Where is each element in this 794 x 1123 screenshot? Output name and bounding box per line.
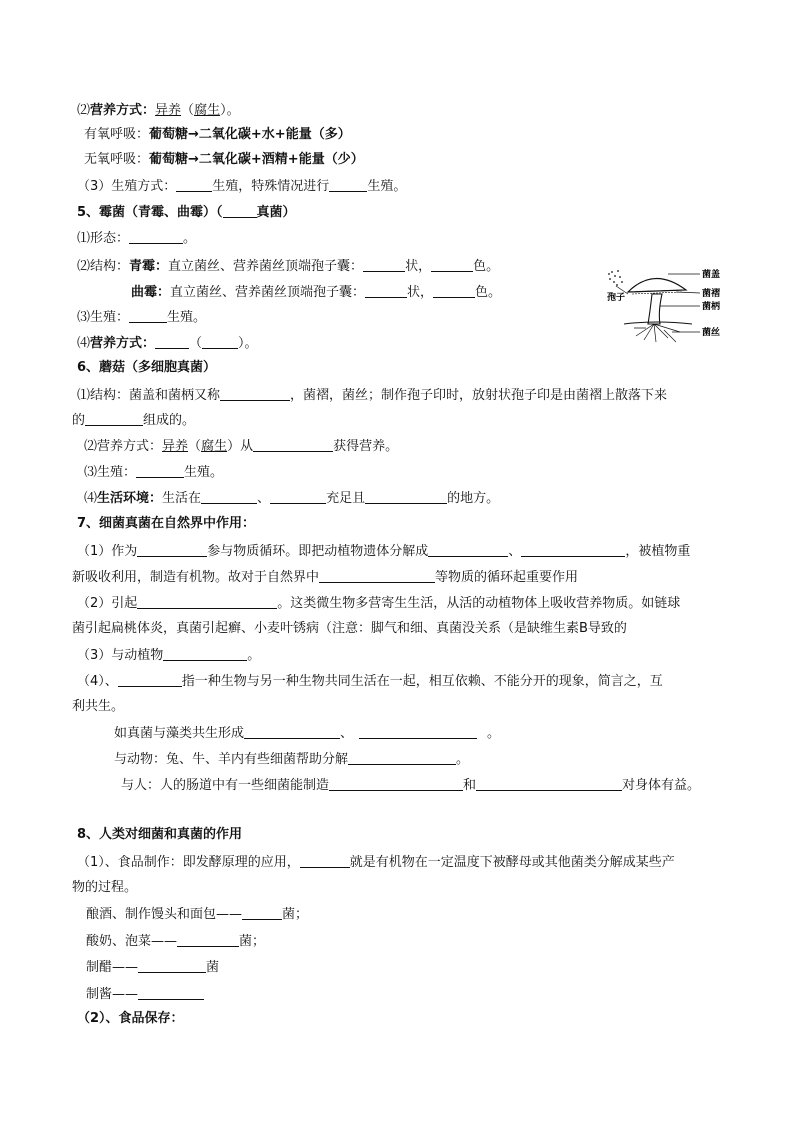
s8-line-7: （2）、食品保存： xyxy=(77,1011,184,1026)
reproduction-line: （3）生殖方式： 生殖，特殊情况进行 生殖。 xyxy=(77,179,407,194)
blank[interactable] xyxy=(176,177,212,192)
s8-line-5: 制醋—— 菌 xyxy=(86,960,220,975)
blank[interactable] xyxy=(319,568,435,583)
s7-line-2: 新吸收利用，制造有机物。故对于自然界中 等物质的循环起重要作用 xyxy=(72,570,579,585)
blank[interactable] xyxy=(163,646,247,661)
blank[interactable] xyxy=(253,437,333,452)
blank[interactable] xyxy=(521,542,625,557)
blank[interactable] xyxy=(177,932,239,947)
s7-line-1: （1）作为 参与物质循环。即把动植物遗体分解成 、 ，被植物重 xyxy=(77,544,691,559)
blank[interactable] xyxy=(85,411,143,426)
blank[interactable] xyxy=(433,283,475,298)
aerobic-label: 有氧呼吸： xyxy=(84,127,150,142)
nutrition-label: 营养方式： xyxy=(90,103,156,118)
blank[interactable] xyxy=(136,463,184,478)
s7-line-5: （3）与动植物 。 xyxy=(77,648,261,663)
blank[interactable] xyxy=(363,257,405,272)
s7-line-9: 与动物：兔、牛、羊内有些细菌帮助分解 。 xyxy=(114,752,470,767)
aspergillus-line: 曲霉：直立菌丝、营养菌丝顶端孢子囊： 状， 色。 xyxy=(131,285,502,300)
mold-structure-line: ⑵结构：青霉：直立菌丝、营养菌丝顶端孢子囊： 状， 色。 xyxy=(77,259,500,274)
nutrition-line: ⑵营养方式：异养（腐生）。 xyxy=(77,103,240,118)
s7-line-3: （2）引起 。这类微生物多营寄生生活，从活的动植物体上吸收营养物质。如链球 xyxy=(77,596,681,611)
spores-dots xyxy=(608,270,623,286)
blank[interactable] xyxy=(476,776,622,791)
aerobic-formula: 葡萄糖→二氧化碳+水+能量（多） xyxy=(149,127,351,142)
blank[interactable] xyxy=(365,489,447,504)
blank[interactable] xyxy=(365,283,407,298)
blank[interactable] xyxy=(202,334,238,349)
blank[interactable] xyxy=(244,724,340,739)
blank[interactable] xyxy=(138,958,206,973)
blank[interactable] xyxy=(129,229,183,244)
label-cap: 菌盖 xyxy=(702,270,721,280)
blank[interactable] xyxy=(223,203,257,218)
blank[interactable] xyxy=(329,177,367,192)
mold-reproduction-line: ⑶生殖： 生殖。 xyxy=(77,310,207,325)
s8-line-6: 制酱—— xyxy=(86,985,204,1004)
mushroom-diagram xyxy=(606,262,726,346)
s7-line-6: （4）、 指一种生物与另一种生物共同生活在一起，相互依赖、不能分开的现象，简言之，互 xyxy=(77,674,663,689)
mushroom-nutrition-line: ⑵营养方式：异养（腐生）从 获得营养。 xyxy=(84,439,399,454)
label-hyphae: 菌丝 xyxy=(702,328,721,338)
section-6-title: 6、蘑菇（多细胞真菌） xyxy=(77,360,217,375)
penicillium-label: 青霉： xyxy=(129,259,169,274)
s8-line-1: （1）、食品制作：即发酵原理的应用， 就是有机物在一定温度下被酵母或其他菌类分解成某些产 xyxy=(77,855,675,870)
stalk-shape xyxy=(648,294,662,324)
mushroom-structure-line: ⑴结构：菌盖和菌柄又称 ，菌褶，菌丝；制作孢子印时，放射状孢子印是由菌褶上散落下来 xyxy=(77,388,668,403)
nutrition-value: 异养 xyxy=(155,103,182,118)
blank[interactable] xyxy=(428,542,508,557)
blank[interactable] xyxy=(201,489,257,504)
blank[interactable] xyxy=(300,853,350,868)
blank[interactable] xyxy=(359,724,477,739)
anaerobic-line xyxy=(84,151,364,169)
nutrition-type: 腐生 xyxy=(194,103,221,118)
label-stalk: 菌柄 xyxy=(702,302,721,312)
s7-line-4: 菌引起扁桃体炎，真菌引起癣、小麦叶锈病（注意：脚气和细、真菌没关系（是缺维生素B导致的 xyxy=(72,621,627,636)
aspergillus-label: 曲霉： xyxy=(131,285,171,300)
section-8-title: 8、人类对细菌和真菌的作用 xyxy=(77,827,243,842)
item-number: ⑵ xyxy=(77,103,91,118)
blank[interactable] xyxy=(242,905,282,920)
mold-form-line: ⑴形态： 。 xyxy=(77,231,197,246)
s8-line-2: 物的过程。 xyxy=(72,880,138,895)
blank[interactable] xyxy=(329,776,463,791)
s8-line-3: 酿酒、制作馒头和面包—— 菌； xyxy=(86,907,309,922)
mold-nutrition-line: ⑷营养方式： （ ）。 xyxy=(77,336,258,351)
blank[interactable] xyxy=(129,308,167,323)
blank[interactable] xyxy=(270,489,326,504)
s8-line-4: 酸奶、泡菜—— 菌； xyxy=(86,934,266,949)
label-gills: 菌褶 xyxy=(702,289,721,299)
aerobic-line xyxy=(84,126,351,144)
section-7-title: 7、细菌真菌在自然界中作用： xyxy=(77,516,256,531)
label-spores: 孢子 xyxy=(607,293,626,303)
blank[interactable] xyxy=(137,542,207,557)
blank[interactable] xyxy=(431,257,473,272)
section-5-title: 5、霉菌（青霉、曲霉）（ 真菌） xyxy=(77,205,296,220)
mushroom-structure-line-2: 的 组成的。 xyxy=(72,413,196,428)
s7-line-7: 利共生。 xyxy=(72,699,125,714)
mushroom-reproduction-line: ⑶生殖： 生殖。 xyxy=(84,465,224,480)
anaerobic-formula: 葡萄糖→二氧化碳+酒精+能量（少） xyxy=(149,152,364,167)
anaerobic-label: 无氧呼吸： xyxy=(84,152,150,167)
s7-line-8: 如真菌与藻类共生形成 、 。 xyxy=(114,726,501,741)
s7-line-10: 与人：人的肠道中有一些细菌能制造 和 对身体有益。 xyxy=(121,778,701,793)
blank[interactable] xyxy=(137,594,277,609)
blank[interactable] xyxy=(155,334,189,349)
blank[interactable] xyxy=(118,672,182,687)
blank[interactable] xyxy=(348,750,456,765)
blank[interactable] xyxy=(138,985,204,1000)
blank[interactable] xyxy=(220,386,290,401)
hyphae-shape xyxy=(634,324,680,342)
mushroom-environment-line: ⑷生活环境：生活在 、 充足且 的地方。 xyxy=(84,491,500,506)
